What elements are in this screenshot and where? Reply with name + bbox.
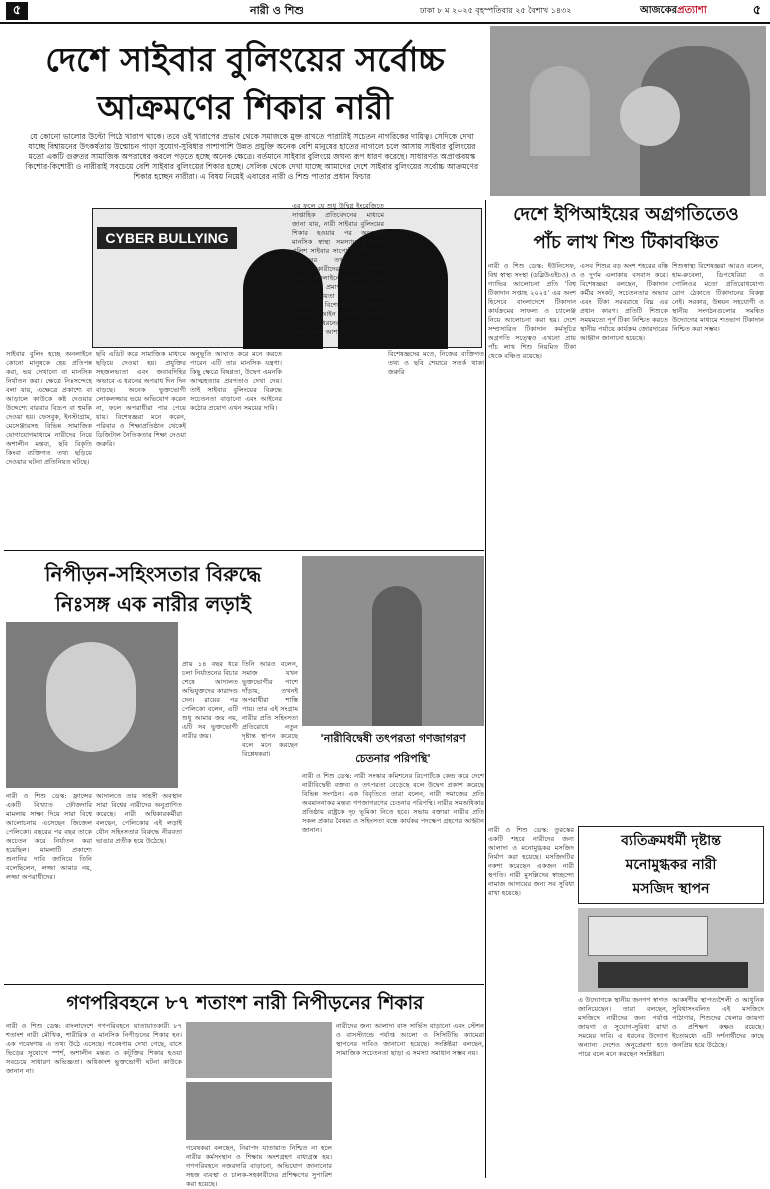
date-line: ঢাকা ৮ ম ২০২৫ বৃহস্পতিবার ২৫ বৈশাখ ১৪৩২ bbox=[420, 6, 572, 15]
mosque-col3: আকর্ষণীয় স্থাপত্যশৈলী ও আধুনিক সুবিধাসংবলিত এই মসজিদে পাঠাগার, শিশুদের খেলার জায়গা ও প্রশিক্ষণ কক্ষও রয়েছে। ইতোমধ্যে এটি দর্শনার্থীদের কাছে জনপ্রিয় হয়ে উঠেছে। bbox=[672, 996, 764, 1049]
vaccine-headline-line1: দেশে ইপিআইয়ের অগ্রগতিতেও bbox=[513, 204, 739, 225]
lead-headline-line1: দেশে সাইবার বুলিংয়ের সর্বোচ্চ bbox=[45, 40, 445, 79]
section-divider-1 bbox=[4, 550, 484, 551]
pelicot-portrait bbox=[6, 622, 178, 788]
nipiron-headline-line2: নিঃসঙ্গ এক নারীর লড়াই bbox=[55, 592, 251, 616]
masthead-logo bbox=[640, 2, 744, 20]
gonojagoron-caption-line2: চেতনার পরিপন্থি' bbox=[355, 752, 431, 765]
nipiron-col3: প্রায় ১৪ বছর ধরে চলা নির্যাতনের বিচার শেষে আদালত অভিযুক্তদের কারাদণ্ড দেন। রায়ের পর পেলিকো বলেন, এটি শুধু আমার জয় নয়, এটি সব ভুক্তভোগী নারীর জয়। bbox=[182, 660, 238, 740]
protest-photo bbox=[302, 556, 484, 726]
transport-col3: নারীদের জন্য আলাদা বাস সার্ভিস বাড়ানো এবং স্টেশন ও বাসস্ট্যান্ডে পর্যাপ্ত আলো ও সিসিটিভি ক্যামেরা স্থাপনের দাবিও জানানো হয়েছে। সংশ্লিষ্টরা বলছেন, সামাজিক সচেতনতা ছাড়া এ সমস্যা সমাধান সম্ভব নয়। bbox=[336, 1022, 484, 1057]
photo-figure-speaker bbox=[372, 586, 422, 726]
lead-body-col4: এর ফলে যে শুধু উদ্বিগ্ন ইংরেজিতে সাপ্তাহিক প্রতিবেদনের মাধ্যমে জানা যায়, নারী সাইবার বুলিংয়ের শিকার হওয়ার পর অনেকেই মানসিক স্বাস্থ্য সমস্যায় ভুগছেন। পুলিশ সাইবার সাপোর্ট সেন্টার ফর উইমেনের তথ্য অনুযায়ী অভিযোগকারীদের বড় অংশই তরুণী। অনলাইনে হয়রানির শিকার হলে দ্রুত প্রমাণ সংরক্ষণ করে আইনি সহায়তা নেওয়ার পরামর্শ দিয়েছেন বিশেষজ্ঞরা। সাইবার নিরাপত্তা আইন যথাযথ প্রয়োগ হলে এ ধরনের অপরাধ কমে আসবে বলে আশা করা যায়। bbox=[292, 202, 384, 336]
lead-body-col1: সাইবার বুলিং হচ্ছে অনলাইনে কোনো মানুষকে হেয় প্রতিপন্ন করা, ভয় দেখানো বা মানসিক নির্যাতন করা। ক্ষেত্রে নিঃসন্দেহে বলা যায়, এক্ষেত্রে প্রকাশ্যে বা আড়ালে কাউকে কষ্ট দেওয়ার উদ্দেশ্যে বারবার বিদ্রূপ বা হুমকি দেওয়া হয়। ফেসবুক, ইনস্টাগ্রাম, মেসেঞ্জারসহ বিভিন্ন সামাজিক যোগাযোগমাধ্যমে নারীদের নিয়ে অশালীন মন্তব্য, ছবি বিকৃতি কিংবা ব্যক্তিগত তথ্য ছড়িয়ে দেওয়ার ঘটনা প্রতিনিয়ত ঘটছে। bbox=[6, 350, 92, 466]
nipiron-headline-line1: নিপীড়ন-সহিংসতার বিরুদ্ধে bbox=[44, 562, 262, 586]
photo-figure-child bbox=[620, 86, 680, 146]
transport-col2: গবেষকরা বলছেন, নিরাপদ যাতায়াত নিশ্চিত না হলে নারীর কর্মসংস্থান ও শিক্ষায় অংশগ্রহণ বাধাগ্রস্ত হয়। গণপরিবহনে নজরদারি বাড়ানো, অভিযোগ জানানোর সহজ ব্যবস্থা ও চালক-সহকারীদের প্রশিক্ষণের সুপারিশ করা হয়েছে। bbox=[186, 1144, 332, 1188]
mosque-headline-line2: মনোমুগ্ধকর নারী bbox=[625, 857, 717, 873]
transport-headline: গণপরিবহনে ৮৭ শতাংশ নারী নিপীড়নের শিকার bbox=[66, 992, 424, 1014]
vaccination-photo bbox=[490, 26, 766, 196]
transport-photo-2 bbox=[186, 1082, 332, 1140]
section-label: নারী ও শিশু bbox=[250, 4, 304, 17]
mosque-headline-line3: মসজিদ স্থাপন bbox=[632, 881, 710, 897]
mosque-col2: এ উদ্যোগকে স্থানীয় জনগণ স্বাগত জানিয়েছেন। তারা বলছেন, মসজিদে নারীদের জন্য পর্যাপ্ত জায়গা ও সুযোগ-সুবিধা রাখা সময়ের দাবি। এ ধরনের উদ্যোগ অন্যান্য দেশেও অনুপ্রেরণা হতে পারে বলে মনে করছেন সংশ্লিষ্টরা। bbox=[578, 996, 668, 1058]
lead-body-col5: বিশেষজ্ঞদের মতে, নিজের ব্যক্তিগত তথ্য ও ছবি শেয়ারে সতর্ক থাকা জরুরি bbox=[388, 350, 484, 376]
lead-body-col2: ছবি এডিট করে সামাজিক মাধ্যমে ছড়িয়ে দেওয়া হয়। প্রযুক্তির সহজলভ্যতা এবং জবাবদিহির অভাবে এ ধরনের অপরাধ দিন দিন বাড়ছে। অনেক ভুক্তভোগী লোকলজ্জার ভয়ে অভিযোগ করেন না, ফলে অপরাধীরা পার পেয়ে যায়। বিশেষজ্ঞরা মনে করেন, পরিবার ও শিক্ষাপ্রতিষ্ঠান থেকেই ডিজিটাল নৈতিকতার শিক্ষা দেওয়া জরুরি। bbox=[96, 350, 186, 448]
column-rule-right bbox=[485, 200, 486, 1178]
transport-photo-1 bbox=[186, 1022, 332, 1078]
photo-figure-worker bbox=[530, 66, 590, 156]
cyber-bullying-illustration bbox=[92, 208, 482, 348]
mosque-headline-line1: ব্যতিক্রমধর্মী দৃষ্টান্ত bbox=[621, 833, 721, 849]
nipiron-col2: আদালতে তার সাহসী অবস্থান সারা বিশ্বের নারীদের অনুপ্রাণিত করেছে। নারী অধিকারকর্মীরা বলছেন, পেলিকোর এই লড়াই যৌন সহিংসতার বিরুদ্ধে নীরবতা ভাঙার প্রতীক হয়ে উঠেছে। bbox=[96, 792, 182, 845]
mosque-headline-box bbox=[578, 826, 764, 904]
cyber-bullying-label: CYBER BULLYING bbox=[97, 227, 237, 249]
header-rule bbox=[0, 22, 770, 24]
portrait-face bbox=[46, 642, 136, 752]
section-divider-2 bbox=[4, 984, 484, 985]
mosque-col1: নারী ও শিশু ডেস্ক: তুরস্কের একটি শহরে নারীদের জন্য আলাদা ও মনোমুগ্ধকর মসজিদ নির্মাণ করা হয়েছে। মসজিদটির নকশা করেছেন একজন নারী স্থপতি। নারী মুসল্লিদের স্বাচ্ছন্দ্যে নামাজ আদায়ের জন্য সব সুবিধা রাখা হয়েছে। bbox=[488, 826, 574, 897]
nipiron-col1: নারী ও শিশু ডেস্ক: ফ্রান্সের একটি বিখ্যাত ফৌজদারি মামলায় সাক্ষ্য দিয়ে সারা বিশ্বে আলোচনায় এসেছেন জিজেল পেলিকো। বছরের পর বছর তাকে অচেতন করে নির্যাতন করা হয়েছিল। মামলাটি প্রকাশ্যে শুনানির দাবি জানিয়ে তিনি বলেছিলেন, লজ্জা আমার নয়, লজ্জা অপরাধীদের। bbox=[6, 792, 92, 881]
page-header bbox=[0, 0, 770, 24]
logo-part-1: আজকের bbox=[640, 5, 678, 16]
transport-col1: নারী ও শিশু ডেস্ক: বাংলাদেশে গণপরিবহনে যাতায়াতকারী ৮৭ শতাংশ নারী মৌখিক, শারীরিক ও মানসিক নিপীড়নের শিকার হন। এক গবেষণায় এ তথ্য উঠে এসেছে। গবেষণায় দেখা গেছে, বাসে ভিড়ের সুযোগে স্পর্শ, অশালীন মন্তব্য ও কটূক্তির শিকার হওয়া সবচেয়ে সাধারণ অভিজ্ঞতা। অধিকাংশ ভুক্তভোগী ঘটনা কাউকে জানান না। bbox=[6, 1022, 182, 1075]
vaccine-col3: শিশুস্বাস্থ্য বিশেষজ্ঞরা আরও বলেন, হাম-রুবেলা, ডিপথেরিয়া ও পোলিওর মতো প্রতিরোধযোগ্য রোগ ঠেকাতে টিকাদানের বিকল্প নেই। সরকার, উন্নয়ন সহযোগী ও স্থানীয় সংগঠনগুলোর সমন্বিত উদ্যোগের মাধ্যমে শতভাগ টিকাদান নিশ্চিত করা সম্ভব। bbox=[672, 262, 764, 333]
vaccine-col2: এসব শিশুর বড় অংশ শহরের বস্তি ও দুর্গম এলাকায় বসবাস করে। বিশেষজ্ঞরা বলছেন, টিকাদান কর্মীর সংকট, সচেতনতার অভাব এবং টিকা সরবরাহে বিঘ্ন এর প্রধান কারণ। প্রতিটি শিশুকে সময়মতো পূর্ণ টিকা নিশ্চিত করতে স্থানীয় পর্যায়ে কার্যক্রম জোরদারের আহ্বান জানানো হয়েছে। bbox=[580, 262, 668, 342]
gonojagoron-body: নারী ও শিশু ডেস্ক: নারী সংস্কার কমিশনের রিপোর্টকে কেন্দ্র করে দেশে নারীবিদ্বেষী বক্তব্য ও তৎপরতা বেড়েছে বলে উদ্বেগ প্রকাশ করেছে বিভিন্ন সংগঠন। এক বিবৃতিতে তারা বলেন, নারী সমাজের প্রতি অবমাননাকর মন্তব্য গণজাগরণের চেতনার পরিপন্থি। নারীর সমঅধিকার প্রতিষ্ঠায় রাষ্ট্রকে দৃঢ় ভূমিকা নিতে হবে। সভায় বক্তারা নারীর প্রতি সকল প্রকার বৈষম্য ও সহিংসতা বন্ধে কার্যকর পদক্ষেপ গ্রহণের আহ্বান জানান। bbox=[302, 772, 484, 834]
lead-intro: যে কোনো ভালোর উল্টো পিঠে খারাপ থাকে। তবে ওই খারাপের প্রভাব থেকে সমাজকে মুক্ত রাখতে পারাটাই সচেতন নাগরিকের দায়িত্ব। সেদিকে দেখা যাচ্ছে বিশ্বায়নের উৎকর্ষতায় উন্মোচন পাড়া সুযোগ-সুবিধার পাশাপাশি উন্নত প্রযুক্তি অনেক বেশি মানুষের হাতের নাগালে চলে আসায় সাইবার বুলিংয়ের মতো একটি গুরুতর সামাজিক অপরাধের কবলে পড়তে হচ্ছে অনেক ক্ষেত্রে। বর্তমানে সাইবার বুলিংয়ে জঘন্য রূপ ধারণ করেছে। সাধারণত অপ্রাপ্তবয়স্ক কিশোর-কিশোরী ও নারীরাই সবচেয়ে বেশি সাইবার বুলিংয়ের শিকার হচ্ছে। সেলিক থেকে দেখা যাচ্ছে আমাদের দেশে সাইবার বুলিংয়ের সর্বোচ্চ আক্রমণের শিকার হচ্ছেন নারীরা। এ বিষয় নিয়েই এবারের নারী ও শিশু পাতার প্রধান ফিচার bbox=[25, 132, 479, 181]
lead-body-col3: অনুভূতি আঘাত করে মনে করতে পারেন এটি তার মানসিক যন্ত্রণা। কিছু ক্ষেত্রে বিষণ্ণতা, উদ্বেগ এমনকি আত্মহত্যার প্রবণতাও দেখা দেয়। তাই সাইবার বুলিংয়ের বিরুদ্ধে সচেতনতা বাড়ানো এবং আইনের কঠোর প্রয়োগ এখন সময়ের দাবি। bbox=[190, 350, 282, 412]
mosque-building bbox=[588, 916, 708, 956]
vaccine-headline-line2: পাঁচ লাখ শিশু টিকাবঞ্চিত bbox=[533, 232, 719, 253]
gonojagoron-caption-line1: 'নারীবিদ্বেষী তৎপরতা গণজাগরণ bbox=[320, 732, 466, 745]
logo-part-2: প্রত্যাশা bbox=[677, 5, 707, 16]
page-number-right: ৫ bbox=[752, 3, 762, 18]
mosque-photo bbox=[578, 908, 764, 992]
lead-headline-line2: আক্রমণের শিকার নারী bbox=[97, 88, 393, 127]
page-number-left: ৫ bbox=[6, 2, 28, 20]
worshippers-row bbox=[598, 962, 748, 988]
vaccine-col1: নারী ও শিশু ডেস্ক: ইউনিসেফ, বিশ্ব স্বাস্থ্য সংস্থা (ডব্লিউএইচও) ও গ্যাভির আলোচনা প্রতি 'বিশ্ব টিকাদান সপ্তাহ ২০২৫' এর অংশ হিসেবে বাংলাদেশে টিকাদান কার্যক্রমের সাফল্য ও চ্যালেঞ্জ নিয়ে আলোচনা করা হয়। দেশে সম্প্রসারিত টিকাদান কর্মসূচির অগ্রগতি সত্ত্বেও এখনো প্রায় পাঁচ লাখ শিশু নিয়মিত টিকা থেকে বঞ্চিত রয়েছে। bbox=[488, 262, 576, 360]
nipiron-col4: তিনি আরও বলেন, সমাজ যখন ভুক্তভোগীর পাশে দাঁড়ায়, তখনই অপরাধীরা শাস্তি পায়। তার এই সংগ্রাম নারীর প্রতি সহিংসতা প্রতিরোধে নতুন দৃষ্টান্ত স্থাপন করেছে বলে মনে করছেন বিশ্লেষকরা। bbox=[242, 660, 298, 758]
